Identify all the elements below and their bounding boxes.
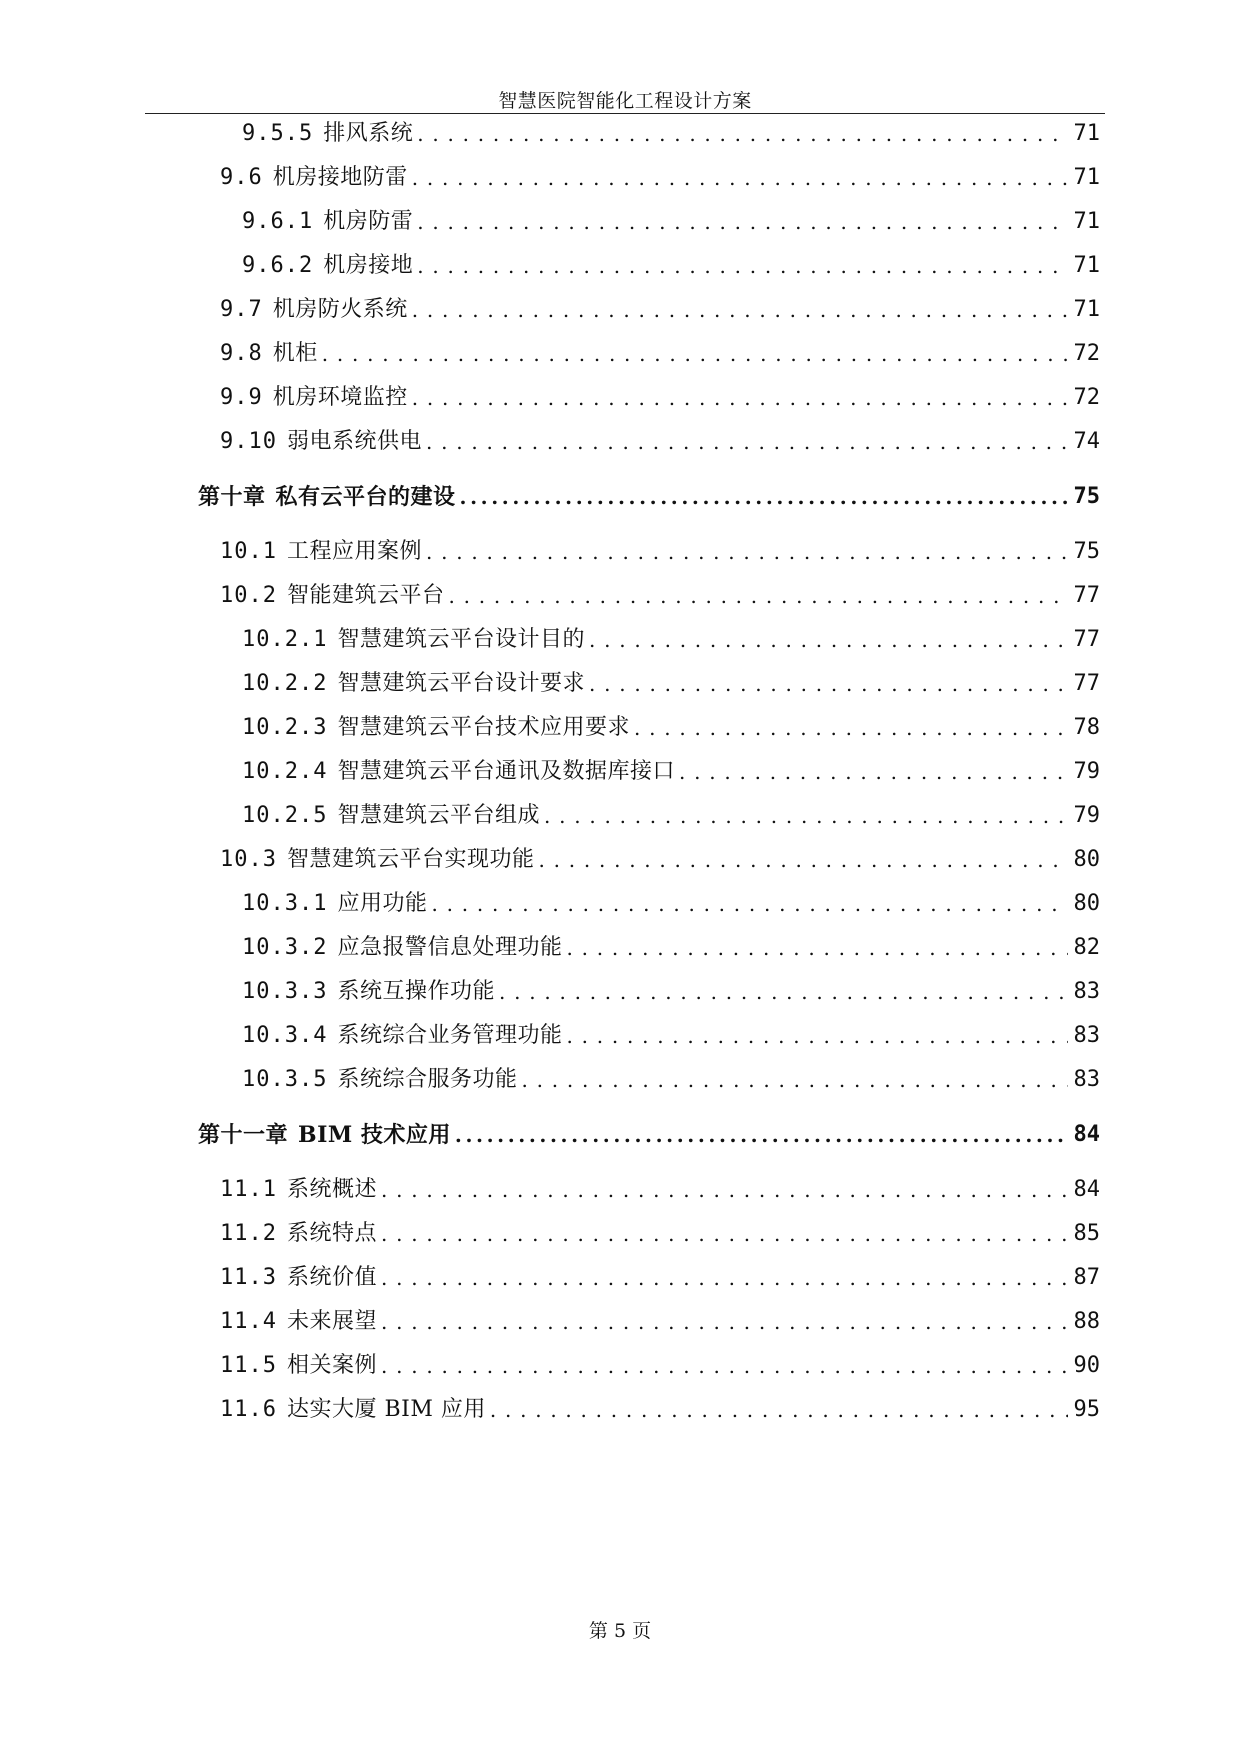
toc-entry-page: 87 [1073,1265,1100,1290]
toc-entry-title: 应急报警信息处理功能 [337,935,563,960]
toc-entry-number: 9.8 [220,341,263,366]
toc-entry[interactable] [220,162,1100,194]
toc-entry-page: 75 [1073,484,1100,509]
toc-entry[interactable] [242,668,1100,700]
toc-dot-leader [490,1394,1068,1426]
toc-dot-leader [432,888,1068,920]
toc-entry[interactable] [242,624,1100,656]
toc-entry-title: 机房环境监控 [272,385,408,410]
toc-dot-leader [455,1119,1068,1151]
toc-entry-title: 系统特点 [286,1221,377,1246]
toc-entry-number: 9.10 [220,429,277,454]
toc-entry[interactable] [220,536,1100,568]
toc-entry-page: 84 [1073,1122,1100,1147]
toc-entry-number: 11.6 [220,1397,277,1422]
toc-entry-page: 83 [1073,979,1100,1004]
toc-entry-title: 系统互操作功能 [337,979,495,1004]
toc-entry-number: 9.6.2 [242,253,314,278]
toc-dot-leader [412,162,1068,194]
toc-entry-page: 90 [1073,1353,1100,1378]
toc-entry[interactable] [242,712,1100,744]
page-number-footer: 第 5 页 [588,1620,652,1642]
toc-entry-number: 10.3.3 [242,979,328,1004]
toc-entry-number: 9.7 [220,297,263,322]
toc-dot-leader [426,426,1068,458]
toc-entry-number: 11.2 [220,1221,277,1246]
toc-entry-title: 系统综合服务功能 [337,1067,518,1092]
toc-entry-number: 10.2.5 [242,803,328,828]
toc-entry-page: 78 [1073,715,1100,740]
toc-entry[interactable] [242,932,1100,964]
toc-dot-leader [412,294,1068,326]
toc-entry-page: 82 [1073,935,1100,960]
toc-dot-leader [449,580,1068,612]
toc-entry-title: 应用功能 [337,891,428,916]
toc-dot-leader [417,250,1067,282]
toc-dot-leader [417,206,1067,238]
toc-entry-number: 10.3.4 [242,1023,328,1048]
toc-entry-title: 弱电系统供电 [286,429,422,454]
toc-entry-number: 10.3.5 [242,1067,328,1092]
toc-entry-page: 75 [1073,539,1100,564]
toc-entry[interactable] [242,1064,1100,1096]
toc-dot-leader [567,1020,1068,1052]
toc-entry[interactable] [220,1174,1100,1206]
toc-entry-number: 第十章 [198,484,266,510]
toc-entry-title: 系统概述 [286,1177,377,1202]
toc-entry-title: BIM 技术应用 [298,1122,451,1148]
toc-dot-leader [634,712,1068,744]
toc-entry-title: 相关案例 [286,1353,377,1378]
toc-entry[interactable] [242,1020,1100,1052]
toc-entry-number: 第十一章 [198,1122,289,1148]
toc-entry-page: 83 [1073,1067,1100,1092]
toc-dot-leader [522,1064,1068,1096]
toc-entry-page: 80 [1073,847,1100,872]
toc-entry[interactable] [220,382,1100,414]
toc-entry[interactable] [220,1394,1100,1426]
toc-entry[interactable] [242,976,1100,1008]
toc-entry-page: 71 [1073,297,1100,322]
toc-entry[interactable] [220,294,1100,326]
toc-dot-leader [381,1262,1068,1294]
toc-entry-title: 机房接地 [323,253,414,278]
toc-entry-title: 达实大厦 BIM 应用 [286,1397,486,1422]
toc-dot-leader [381,1174,1068,1206]
running-header-title: 智慧医院智能化工程设计方案 [498,90,752,112]
toc-entry-title: 智慧建筑云平台实现功能 [286,847,535,872]
toc-entry-title: 私有云平台的建设 [275,484,456,510]
toc-entry[interactable] [220,426,1100,458]
toc-entry-title: 机房防雷 [323,209,414,234]
toc-entry[interactable] [242,888,1100,920]
toc-entry-number: 11.5 [220,1353,277,1378]
toc-entry-page: 79 [1073,803,1100,828]
toc-entry-page: 84 [1073,1177,1100,1202]
toc-entry-page: 77 [1073,671,1100,696]
toc-entry-page: 72 [1073,385,1100,410]
toc-entry-page: 79 [1073,759,1100,784]
toc-entry-number: 9.6 [220,165,263,190]
toc-entry-title: 机房防火系统 [272,297,408,322]
toc-entry-title: 系统综合业务管理功能 [337,1023,563,1048]
toc-entry-title: 排风系统 [323,121,414,146]
toc-entry-page: 71 [1073,165,1100,190]
toc-chapter-entry[interactable] [198,1119,1100,1151]
toc-dot-leader [381,1306,1068,1338]
toc-entry-title: 智慧建筑云平台通讯及数据库接口 [337,759,675,784]
toc-dot-leader [499,976,1068,1008]
toc-dot-leader [679,756,1068,788]
toc-entry-page: 71 [1073,121,1100,146]
toc-entry[interactable] [220,1218,1100,1250]
toc-entry-page: 80 [1073,891,1100,916]
toc-dot-leader [381,1218,1068,1250]
toc-entry-number: 9.9 [220,385,263,410]
toc-dot-leader [417,118,1067,150]
toc-dot-leader [426,536,1068,568]
toc-entry-title: 智能建筑云平台 [286,583,445,608]
toc-entry-number: 11.4 [220,1309,277,1334]
toc-entry-title: 系统价值 [286,1265,377,1290]
toc-entry-number: 9.5.5 [242,121,314,146]
toc-entry-page: 88 [1073,1309,1100,1334]
toc-entry-page: 71 [1073,209,1100,234]
toc-entry[interactable] [220,338,1100,370]
toc-entry-number: 11.1 [220,1177,277,1202]
toc-entry-number: 10.1 [220,539,277,564]
toc-dot-leader [589,668,1068,700]
toc-entry-page: 83 [1073,1023,1100,1048]
toc-entry-title: 智慧建筑云平台组成 [337,803,540,828]
toc-entry[interactable] [220,1262,1100,1294]
toc-entry-number: 10.2 [220,583,277,608]
toc-entry[interactable] [220,1350,1100,1382]
toc-entry[interactable] [220,1306,1100,1338]
toc-dot-leader [412,382,1068,414]
toc-entry[interactable] [220,580,1100,612]
toc-entry-number: 10.2.1 [242,627,328,652]
toc-entry[interactable] [242,800,1100,832]
toc-chapter-entry[interactable] [198,481,1100,513]
toc-entry-title: 工程应用案例 [286,539,422,564]
toc-entry-page: 71 [1073,253,1100,278]
toc-entry-number: 10.3.1 [242,891,328,916]
toc-entry-page: 77 [1073,627,1100,652]
toc-entry-page: 72 [1073,341,1100,366]
toc-dot-leader [460,481,1068,513]
toc-entry-title: 智慧建筑云平台技术应用要求 [337,715,630,740]
toc-entry-number: 10.3.2 [242,935,328,960]
toc-entry-title: 智慧建筑云平台设计目的 [337,627,585,652]
toc-entry-number: 9.6.1 [242,209,314,234]
toc-entry[interactable] [242,118,1100,150]
toc-dot-leader [381,1350,1068,1382]
toc-dot-leader [322,338,1068,370]
toc-entry-number: 10.2.4 [242,759,328,784]
toc-entry-page: 77 [1073,583,1100,608]
toc-dot-leader [589,624,1068,656]
toc-dot-leader [539,844,1068,876]
toc-entry-title: 智慧建筑云平台设计要求 [337,671,585,696]
toc-entry-page: 74 [1073,429,1100,454]
toc-entry[interactable] [220,844,1100,876]
toc-entry-number: 10.3 [220,847,277,872]
toc-entry-number: 10.2.3 [242,715,328,740]
toc-entry-page: 95 [1073,1397,1100,1422]
toc-entry-title: 未来展望 [286,1309,377,1334]
toc-dot-leader [567,932,1068,964]
toc-dot-leader [544,800,1068,832]
toc-entry-title: 机房接地防雷 [272,165,408,190]
toc-entry-title: 机柜 [272,341,318,366]
toc-entry-number: 11.3 [220,1265,277,1290]
toc-entry[interactable] [242,206,1100,238]
toc-entry-number: 10.2.2 [242,671,328,696]
toc-entry[interactable] [242,756,1100,788]
toc-entry[interactable] [242,250,1100,282]
toc-entry-page: 85 [1073,1221,1100,1246]
